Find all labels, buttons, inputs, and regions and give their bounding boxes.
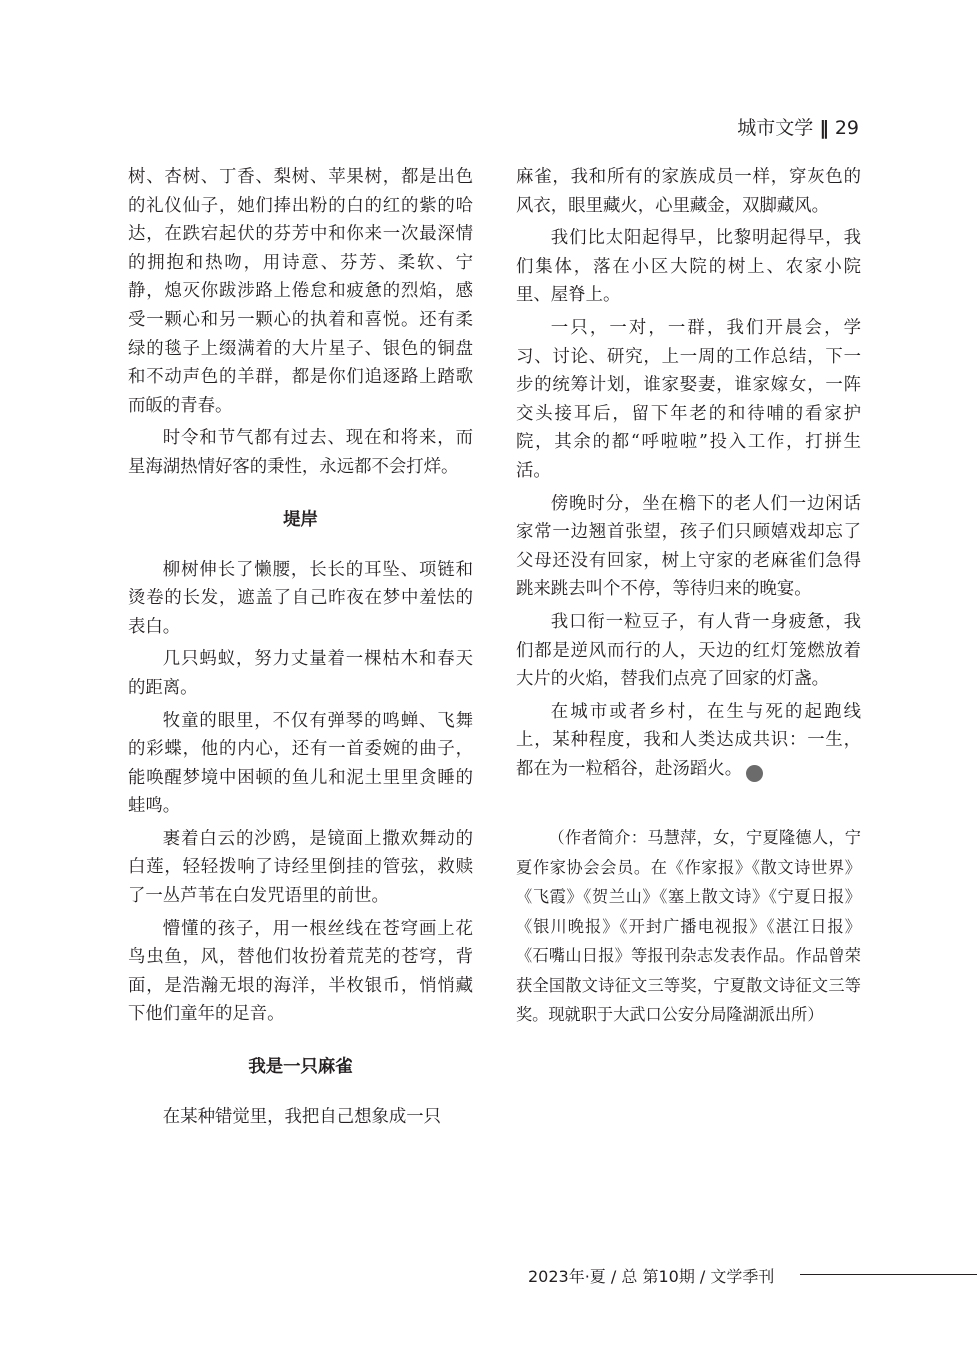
paragraph-text: 在城市或者乡村，在生与死的起跑线上，某种程度，我和人类达成共识：一生，都在为一粒稻谷，赴汤蹈火。 [516, 701, 861, 779]
paragraph: 傍晚时分，坐在檐下的老人们一边闲话家常一边翘首张望，孩子们只顾嬉戏却忘了父母还没有回家，树上守家的老麻雀们急得跳来跳去叫个不停，等待归来的晚宴。 [516, 493, 861, 600]
paragraph: 树、杏树、丁香、梨树、苹果树，都是出色的礼仪仙子，她们捧出粉的白的红的紫的哈达，在跌宕起伏的芬芳中和你来一次最深情的拥抱和热吻，用诗意、芬芳、柔软、宁静，熄灭你跋涉路上倦怠和疲惫的烈焰，感受一颗心和另一颗心的执着和喜悦。还有柔绿的毯子上缀满着的大片星子、银色的铜盘和不动声色的羊群，都是你们追逐路上踏歌而皈的青春。 [128, 167, 473, 416]
paragraph: 裹着白云的沙鸥，是镜面上撒欢舞动的白莲，轻轻拨响了诗经里倒挂的管弦，救赎了一丛芦苇在白发咒语里的前世。 [128, 828, 473, 907]
author-bio: （作者简介：马慧萍，女，宁夏隆德人，宁夏作家协会会员。在《作家报》《散文诗世界》《飞霞》《贺兰山》《塞上散文诗》《宁夏日报》《银川晚报》《开封广播电视报》《湛江日报》《石嘴山日报》等报刊杂志发表作品。作品曾荣获全国散文诗征文三等奖，宁夏散文诗征文三等奖。现就职于大武口公安分局隆湖派出所） [516, 828, 861, 1024]
paragraph: 时令和节气都有过去、现在和将来，而星海湖热情好客的秉性，永远都不会打烊。 [128, 428, 473, 477]
section-heading: 堤岸 [283, 509, 318, 530]
running-header [737, 113, 859, 140]
header-separator: ‖ [819, 117, 829, 139]
paragraph: 懵懂的孩子，用一根丝线在苍穹画上花鸟虫鱼，风，替他们妆扮着荒芜的苍穹，背面，是浩瀚无垠的海洋，半枚银币，悄悄藏下他们童年的足音。 [128, 918, 473, 1025]
page-number: 29 [834, 117, 859, 139]
paragraph: 柳树伸长了懒腰，长长的耳坠、项链和烫卷的长发，遮盖了自己昨夜在梦中羞怯的表白。 [128, 559, 473, 637]
paragraph: 在某种错觉里，我把自己想象成一只 [162, 1107, 442, 1128]
left-column [128, 163, 473, 1136]
paragraph: 牧童的眼里，不仅有弹琴的鸣蝉、飞舞的彩蝶，他的内心，还有一首委婉的曲子，能唤醒梦境中困顿的鱼儿和泥土里里贪睡的蛙鸣。 [128, 710, 473, 817]
end-mark-icon: ☞ [746, 765, 763, 782]
paragraph: 麻雀，我和所有的家族成员一样，穿灰色的风衣，眼里藏火，心里藏金，双脚藏风。 [516, 167, 861, 216]
footer-rule [800, 1274, 977, 1275]
paragraph: 我们比太阳起得早，比黎明起得早，我们集体，落在小区大院的树上、农家小院里、屋脊上。 [516, 228, 861, 306]
paragraph: 一只，一对，一群，我们开晨会，学习、讨论、研究，上一周的工作总结，下一步的统筹计划，谁家娶妻，谁家嫁女，一阵交头接耳后，留下年老的和待哺的看家护院，其余的都“呼啦啦”投入工作，打拼生活。 [516, 317, 861, 481]
paragraph: 我口衔一粒豆子，有人背一身疲惫，我们都是逆风而行的人，天边的红灯笼燃放着大片的火焰，替我们点亮了回家的灯盏。 [516, 611, 861, 690]
right-column [516, 163, 861, 1029]
section-title: 城市文学 [737, 117, 814, 139]
issue-footer: 2023年·夏 / 总 第10期 / 文学季刊 [528, 1267, 775, 1286]
paragraph: 几只蚂蚁，努力丈量着一棵枯木和春天的距离。 [128, 649, 473, 698]
paragraph [516, 698, 861, 784]
section-heading: 我是一只麻雀 [248, 1057, 353, 1078]
